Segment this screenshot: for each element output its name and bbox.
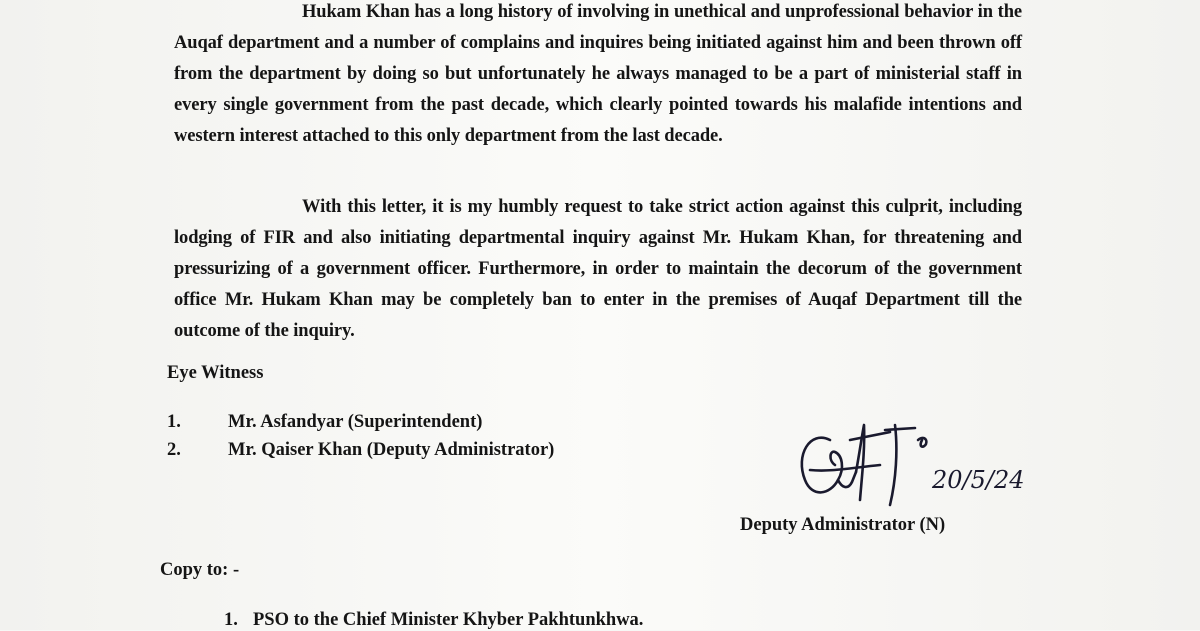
signature-stroke	[850, 432, 890, 440]
signature-stroke	[802, 438, 842, 493]
paragraph-1	[174, 0, 1022, 152]
signature-stroke	[885, 428, 915, 430]
signature-stroke	[810, 465, 880, 471]
paragraph-1-text: Hukam Khan has a long history of involving in unethical and unprofessional behavior in the Auqaf department and a number of complains and inquires being initiated against him and been thrown off from the department by doing so but unfortunately he always managed to be a part of ministerial staff in every single government from the past decade, which clearly pointed towards his malafide intentions and western interest attached to this only department from the last decade.	[174, 2, 1022, 146]
signature-stroke	[918, 438, 926, 447]
witness-2-name: Mr. Qaiser Khan (Deputy Administrator)	[228, 440, 555, 460]
witness-1-name: Mr. Asfandyar (Superintendent)	[228, 412, 483, 432]
copy-to-label: Copy to: -	[160, 560, 240, 580]
signature-date: 20/5/24	[932, 466, 1025, 494]
signatory-title: Deputy Administrator (N)	[740, 515, 946, 535]
signature-stroke	[890, 425, 896, 505]
witness-1-number: 1.	[167, 412, 181, 432]
eye-witness-heading: Eye Witness	[167, 363, 264, 383]
paragraph-2	[174, 192, 1022, 347]
handwritten-signature	[790, 410, 1050, 520]
paragraph-2-text: With this letter, it is my humbly request to take strict action against this culprit, including lodging of FIR and also initiating departmental inquiry against Mr. Hukam Khan, for threatening and pressurizing of a government officer. Furthermore, in order to maintain the decorum of the government office Mr. Hukam Khan may be completely ban to enter in the premises of Auqaf Department till the outcome of the inquiry.	[174, 197, 1022, 341]
witness-2-number: 2.	[167, 440, 181, 460]
copy-item-1-text: PSO to the Chief Minister Khyber Pakhtunkhwa.	[253, 610, 644, 630]
copy-item-1-number: 1.	[224, 610, 238, 630]
